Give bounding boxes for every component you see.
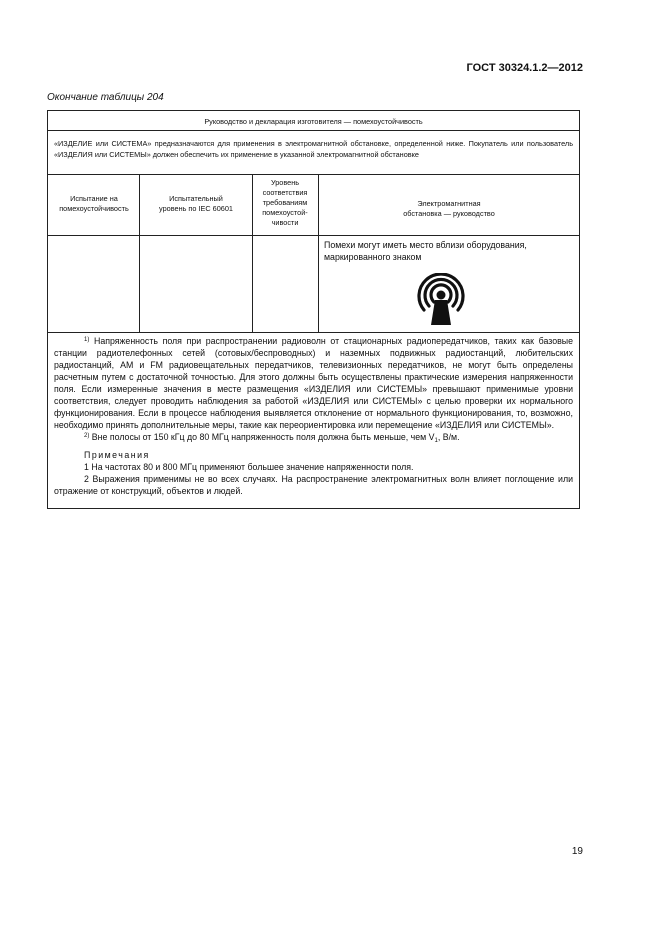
column-divider [139,174,140,332]
standard-code: ГОСТ 30324.1.2—2012 [466,62,583,74]
table-intro: «ИЗДЕЛИЕ или СИСТЕМА» предназначаются для применения в электромагнитной обстановке, определенной ниже. Покупатель или пользователь «ИЗДЕЛИЯ или СИСТЕМЫ» должен обеспечить их применение в указанной электромагнитной обстановке [54,139,573,159]
note-1: 1 На частотах 80 и 800 МГц применяют большее значение напряженности поля. [84,462,414,472]
environment-guidance: Помехи могут иметь место вблизи оборудования, маркированного знаком [324,240,527,262]
table-frame [47,110,580,509]
column-divider [252,174,253,332]
notes-heading: Примечания [84,450,150,460]
footnote-2: $^{2)}$ Вне полосы от 150 кГц до 80 МГц напряженность поля должна быть меньше, чем $V_1$, В/м. [84,432,460,444]
column-divider [318,174,319,332]
footnote-1: $^{1)}$ Напряженность поля при распространении радиоволн от стационарных радиопередатчиков, таких как базовые станции радиотелефонных сетей (сотовых/беспроводных) и наземных подвижных радиостанций, любительских радиостанций, AM и FM радиовещательных передатчиков, телевизионных передатчиков, не могут быть определены расчетным путем с достаточной точностью. Для этого должны быть осуществлены практические измерения напряженности поля. Если измеренные значения в месте размещения «ИЗДЕЛИЯ или СИСТЕМЫ» превышают применимые уровни соответствия, следует проводить наблюдения за работой «ИЗДЕЛИЯ или СИСТЕМЫ» с целью проверки их нормального функционирования. Если в процессе наблюдения выявляется отклонение от нормального функционирования, то, возможно, необходимо принять дополнительные меры, такие как переориентировка или перемещение «ИЗДЕЛИЯ или СИСТЕМЫ». [54,336,573,430]
table-title: Руководство и декларация изготовителя — помехоустойчивость [204,117,423,126]
page-number: 19 [571,846,583,857]
col-header-environment: Электромагнитная обстановка — руководство [403,199,495,218]
table-footnotes [54,335,573,497]
table-caption: Окончание таблицы 204 [47,92,164,103]
non-ionizing-radiation-icon [414,273,468,327]
divider [48,130,579,131]
divider [48,174,579,175]
divider [48,332,579,333]
col-header-test: Испытание на помехоустойчивость [59,194,129,213]
col-header-level: Испытательный уровень по IEC 60601 [159,194,233,213]
divider [48,235,579,236]
note-2: 2 Выражения применимы не во всех случаях. На распространение электромагнитных волн влияет поглощение или отражение от конструкций, объектов и людей. [54,474,573,496]
col-header-compliance: Уровень соответствия требованиям помехоустой- чивости [262,178,308,227]
